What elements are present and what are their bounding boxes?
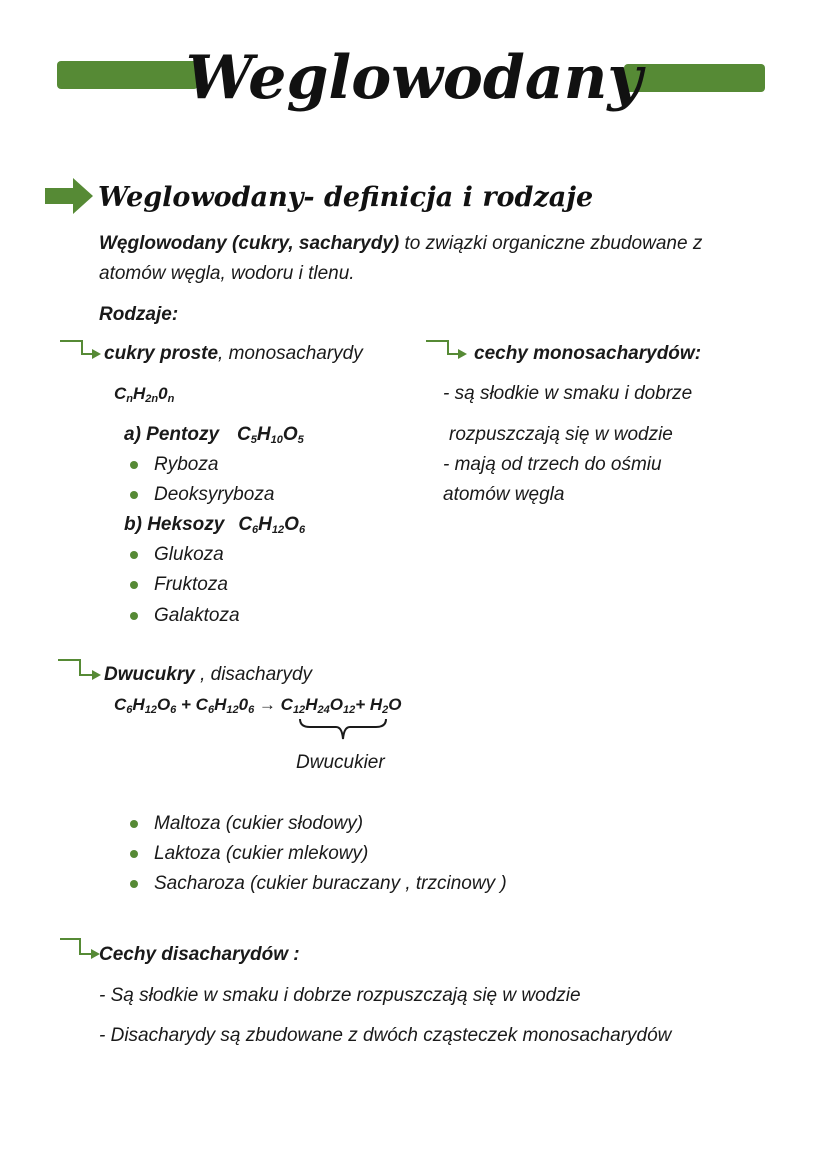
bullet-dot (130, 820, 138, 828)
pentozy-label: a) Pentozy $C_5H_{10}O_5$ (124, 424, 304, 446)
bullet-dot (130, 491, 138, 499)
list-item: Galaktoza (154, 605, 240, 626)
arrow-right-icon (45, 178, 95, 214)
di-heading-rest: , disacharydy (194, 664, 313, 685)
list-item: Sacharoza (cukier buraczany , trzcinowy ) (154, 873, 507, 894)
bullet-dot (130, 850, 138, 858)
mono-heading (104, 342, 363, 366)
list-item: Glukoza (154, 544, 224, 565)
corner-arrow-icon (58, 935, 102, 961)
bullet-dot (130, 551, 138, 559)
di-equation: $C_6H_{12}O_6 + C_6H_{12}0_6 \to C_{12}H_{24}O_{12}+ H_2O$ (114, 695, 402, 716)
reaction-arrow-icon: → (254, 695, 281, 714)
brace-icon (298, 717, 388, 743)
corner-arrow-icon (424, 337, 468, 361)
bullet-dot (130, 581, 138, 589)
di-features-heading: Cechy disacharydów : (99, 944, 300, 965)
section-heading: Weglowodany- definicja i rodzaje (98, 182, 594, 213)
heksozy-label: b) Heksozy $C_6H_{12}O_6$ (124, 514, 306, 536)
definition-line-2: atomów węgla, wodoru i tlenu. (99, 263, 355, 284)
definition-text: to związki organiczne zbudowane z (399, 233, 703, 254)
list-item: Ryboza (154, 454, 219, 475)
di-heading (104, 663, 312, 687)
bullet-dot (130, 612, 138, 620)
mono-feature-line: - mają od trzech do ośmiu (443, 454, 662, 475)
corner-arrow-icon (58, 337, 102, 361)
rodzaje-label: Rodzaje: (99, 304, 179, 325)
mono-feature-line: - są słodkie w smaku i dobrze (443, 383, 693, 404)
mono-feature-line: rozpuszczają się w wodzie (449, 424, 673, 445)
list-item: Laktoza (cukier mlekowy) (154, 843, 369, 864)
di-heading-term: Dwucukry (104, 664, 195, 685)
mono-heading-rest: , monosacharydy (218, 343, 363, 364)
brace-label: Dwucukier (296, 752, 385, 773)
list-item: Fruktoza (154, 574, 228, 595)
mono-heading-term: cukry proste (104, 343, 219, 364)
definition-line-1 (99, 232, 702, 256)
corner-arrow-icon (56, 656, 102, 682)
bullet-dot (130, 461, 138, 469)
di-feature-line: - Są słodkie w smaku i dobrze rozpuszczają się w wodzie (99, 985, 581, 1006)
mono-feature-line: atomów węgla (443, 484, 565, 505)
mono-features-heading: cechy monosacharydów: (474, 343, 702, 364)
bullet-dot (130, 880, 138, 888)
list-item: Maltoza (cukier słodowy) (154, 813, 364, 834)
definition-term: Węglowodany (cukry, sacharydy) (99, 233, 400, 254)
list-item: Deoksyryboza (154, 484, 275, 505)
di-feature-line: - Disacharydy są zbudowane z dwóch cząsteczek monosacharydów (99, 1025, 672, 1046)
mono-general-formula: $C_nH_{2n}0_n$ (114, 384, 175, 405)
page-title: Weglowodany (185, 43, 643, 113)
